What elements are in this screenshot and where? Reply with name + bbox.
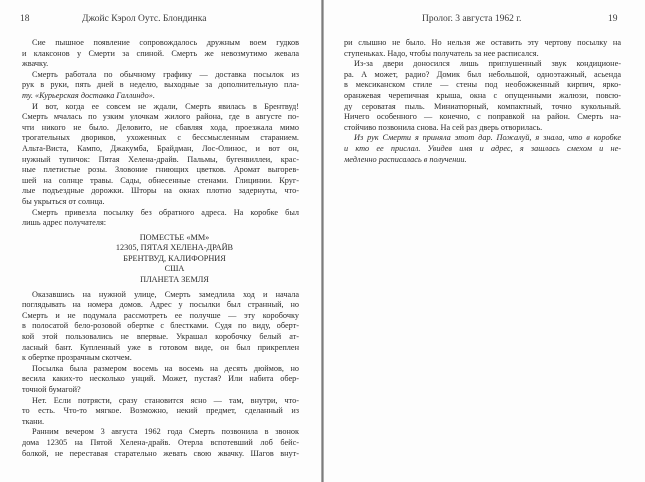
text-line: нужный тупичок: Пятая Хелена-драйв. Пальмы, бугенвиллеи, крас- — [22, 154, 299, 164]
address-line: 12305, ПЯТАЯ ХЕЛЕНА-ДРАЙВ — [115, 243, 234, 253]
text-line: оранжевая черепичная крыша, окна с опущенными жалюзи, повсю- — [344, 90, 621, 100]
text-line: бы укрыться от солнца. — [22, 196, 105, 206]
text-line: Смерть привезла посылку без обратного адреса. На коробке был — [32, 207, 299, 217]
text-line: шей на солнце травы. Сады, обнесенные стенами. Глицинии. Круг- — [22, 175, 299, 185]
text-line: Из-за двери доносился лишь приглушенный звук кондиционе- — [354, 59, 621, 69]
right-page-body — [344, 38, 621, 165]
address-line: БРЕНТВУД, КАЛИФОРНИЯ — [123, 253, 226, 263]
text-line: кой этой пользовались не впервые. Украшал коробочку белый ат- — [22, 332, 299, 342]
text-line: Альта-Виста, Кампо, Джакумба, Брайдман, Лос-Олинос, и вот он, — [22, 143, 299, 153]
text-line: к обертке прозрачным скотчем. — [22, 353, 132, 363]
text-line: поглядывать на номера домов. Адрес у посылки был странный, но — [22, 300, 299, 310]
text-line: Ничего особенного — конечно, с поправкой на район. Смерть на- — [344, 112, 621, 122]
text-line: стойчиво позвонила снова. На сей раз дверь отворилась. — [344, 122, 543, 132]
text-line: рук в руки, пять дней в неделю, выходные за дополнительную пла- — [22, 80, 299, 90]
text-line: в мексиканском стиле — стены под необожженный кирпич, ярко- — [344, 80, 621, 90]
text-line: жвачку. — [22, 59, 49, 69]
text-line: ступеньках. Надо, чтобы получатель за нее расписался. — [344, 48, 539, 58]
right-page-number: 19 — [608, 14, 618, 24]
text-line: чти никого не было. Деловито, не сбавляя хода, проезжала мимо — [22, 122, 299, 132]
text-line: ткани. — [22, 416, 45, 426]
text-line: ласный бант. Купленный уже в готовом виде, он был прикреплен — [22, 342, 299, 352]
text-line: Смерть мчалась по узким улочкам жилого района, где в августе по- — [22, 112, 299, 122]
text-line: Нет. Если потрясти, сразу становится ясно — там, внутри, что- — [32, 395, 299, 405]
text-line: трогательных двориков, ухоженных с бессмысленным старанием. — [22, 133, 299, 143]
text-line: ту. «Курьерская доставка Галлиндо». — [22, 90, 155, 100]
text-line: точной бумагой? — [22, 385, 81, 394]
left-page-body — [22, 38, 299, 459]
text-line: Ранним вечером 3 августа 1962 года Смерть позвонила в звонок — [32, 427, 299, 437]
text-line: лые подъездные дорожки. Шторы на окнах плотно задернуты, что- — [22, 186, 299, 196]
text-line: Оказавшись на нужной улице, Смерть замедлила ход и начала — [32, 289, 299, 299]
italic-text-line: медленно расписалась в получении. — [344, 154, 467, 164]
address-line: ПОМЕСТЬЕ «ММ» — [139, 232, 210, 242]
text-line: Посылка была размером восемь на восемь на десять дюймов, но — [32, 363, 299, 373]
address-line: ПЛАНЕТА ЗЕМЛЯ — [140, 275, 209, 285]
right-running-head: Пролог. 3 августа 1962 г. — [422, 14, 522, 24]
text-line: дома 12305 на Пятой Хелена-драйв. Отерла вспотевший лоб бейс- — [22, 437, 299, 447]
text-line: лишь адрес получателя: — [22, 218, 107, 228]
text-line: ные плетистые розы. Зловоние гниющих цветков. Аромат выгорев- — [22, 165, 299, 175]
left-running-head: Джойс Кэрол Оутс. Блондинка — [82, 14, 207, 24]
text-line: болкой, не переставая старательно жевать свою жвачку. Шагов внут- — [22, 448, 299, 458]
text-line: весила каких-то несколько унций. Может, пустая? Или набита обер- — [22, 374, 299, 384]
text-line: Сие пышное появление сопровождалось дружным воем гудков — [32, 38, 299, 47]
text-line: Смерть и не подумала рассмотреть ее получше — эту коробочку — [22, 310, 299, 320]
left-page-number: 18 — [20, 14, 30, 24]
text-line: то есть. Что-то мягкое. Возможно, некий предмет, сделанный из — [22, 406, 299, 416]
text-line: ра. А может, радио? Домик был небольшой, одноэтажный, асьенда — [344, 69, 621, 79]
right-page — [324, 0, 645, 482]
text-line: ду сероватая пыль. Миниатюрный, компактный, точно кукольный. — [344, 101, 621, 111]
text-line: И вот, когда ее совсем не ждали, Смерть явилась в Брентвуд! — [32, 101, 299, 111]
text-line: Смерть работала по обычному графику — доставка посылок из — [32, 69, 299, 79]
italic-text-line: Из рук Смерти я приняла этот дар. Пожалуй, я знала, что в коробке — [354, 133, 621, 143]
left-page — [0, 0, 321, 482]
text-line: в полосатой бело-розовой обертке с блестками. Судя по виду, оберт- — [22, 321, 299, 331]
text-line: и клаксонов у Смерти за спиной. Смерть же невозмутимо жевала — [22, 48, 299, 58]
text-line: ри слышно не было. Но нельзя же оставить эту чертову посылку на — [344, 38, 621, 47]
address-line: США — [164, 264, 185, 274]
italic-text-line: и кто ее прислал. Увидев имя и адрес, я зашлась смехом и не- — [344, 143, 621, 153]
